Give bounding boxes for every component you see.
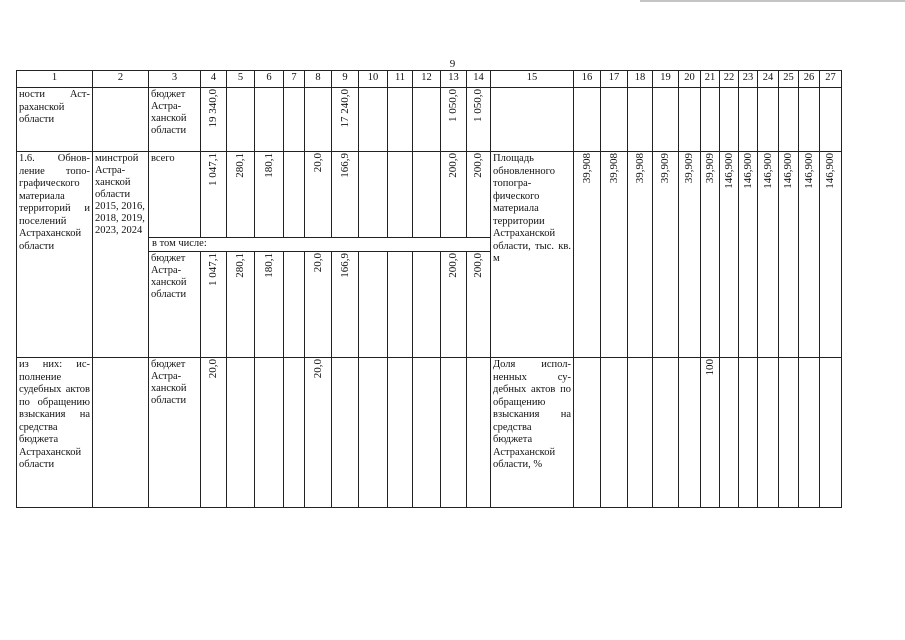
cell-indicator-value: 39,909 (679, 152, 701, 358)
cell-executor: минстрой Астраханской области 2015, 2016, 2018, 2019, 2023, 2024 (93, 152, 149, 358)
cell-indicator-value: 146,900 (779, 152, 799, 358)
col-header: 26 (799, 71, 820, 88)
cell-empty (779, 88, 799, 152)
cell-empty (413, 252, 441, 358)
cell-indicator-value: 146,900 (799, 152, 820, 358)
cell-value: 20,0 (305, 252, 332, 358)
cell-value: 200,0 (467, 152, 491, 238)
cell-empty (628, 88, 653, 152)
table-row (17, 88, 842, 152)
cell-indicator-value: 39,908 (628, 152, 653, 358)
cell-indicator-value: 146,900 (820, 152, 842, 358)
cell-value: 280,1 (227, 252, 255, 358)
cell-empty (628, 358, 653, 508)
cell-indicator-value: 39,908 (601, 152, 628, 358)
col-header: 24 (758, 71, 779, 88)
col-header: 3 (149, 71, 201, 88)
col-header: 18 (628, 71, 653, 88)
page-number: 9 (449, 58, 456, 70)
cell-empty (227, 358, 255, 508)
cell-value: 200,0 (467, 252, 491, 358)
cell-value: 19 340,0 (201, 88, 227, 152)
cell-empty (284, 252, 305, 358)
cell-empty (359, 358, 388, 508)
cell-indicator-value: 146,900 (720, 152, 739, 358)
cell-empty (653, 358, 679, 508)
cell-program-name: из них: исполнение судебных актов по обращению взыскания на средства бюджета Астраханской области (17, 358, 93, 508)
cell-empty (758, 88, 779, 152)
cell-indicator-name: Доля исполненных судебных актов по обращению взыскания на средства бюджета Астраханской области, % (491, 358, 574, 508)
cell-empty (388, 152, 413, 238)
cell-empty (388, 88, 413, 152)
col-header: 17 (601, 71, 628, 88)
table-row (17, 152, 842, 238)
cell-empty (284, 358, 305, 508)
top-rule (0, 0, 905, 8)
cell-empty (679, 358, 701, 508)
col-header: 25 (779, 71, 799, 88)
cell-empty (305, 88, 332, 152)
cell-empty (359, 252, 388, 358)
col-header: 14 (467, 71, 491, 88)
cell-indicator-value: 100 (701, 358, 720, 508)
col-header: 20 (679, 71, 701, 88)
cell-empty (284, 88, 305, 152)
col-header: 4 (201, 71, 227, 88)
cell-empty (574, 358, 601, 508)
cell-empty (227, 88, 255, 152)
col-header: 11 (388, 71, 413, 88)
cell-empty (255, 88, 284, 152)
cell-program-name: 1.6. Обновление топографического материала территорий и поселений Астраханской области (17, 152, 93, 358)
cell-value: 166,9 (332, 152, 359, 238)
col-header: 16 (574, 71, 601, 88)
cell-indicator-value: 146,900 (739, 152, 758, 358)
cell-value: 1 050,0 (441, 88, 467, 152)
col-header: 5 (227, 71, 255, 88)
cell-indicator-value: 146,900 (758, 152, 779, 358)
cell-empty (359, 88, 388, 152)
cell-value: 1 047,1 (201, 252, 227, 358)
header-row (17, 71, 842, 88)
cell-empty (653, 88, 679, 152)
cell-empty (601, 88, 628, 152)
col-header: 21 (701, 71, 720, 88)
cell-empty (284, 152, 305, 238)
cell-value: 20,0 (305, 152, 332, 238)
cell-value: 1 050,0 (467, 88, 491, 152)
cell-empty (779, 358, 799, 508)
cell-funding-source: бюджет Астраханской области (149, 88, 201, 152)
col-header: 19 (653, 71, 679, 88)
col-header: 9 (332, 71, 359, 88)
cell-empty (701, 88, 720, 152)
cell-including-label: в том числе: (149, 238, 491, 252)
cell-value: 180,1 (255, 152, 284, 238)
cell-funding-source: всего (149, 152, 201, 238)
cell-value: 20,0 (305, 358, 332, 508)
cell-value: 20,0 (201, 358, 227, 508)
cell-value: 280,1 (227, 152, 255, 238)
cell-empty (720, 358, 739, 508)
cell-empty (388, 358, 413, 508)
cell-empty (491, 88, 574, 152)
cell-empty (413, 152, 441, 238)
cell-empty (388, 252, 413, 358)
col-header: 22 (720, 71, 739, 88)
cell-indicator-name: Площадь обновленного топографического материала территории Астраханской области, тыс. кв. м (491, 152, 574, 358)
cell-indicator-value: 39,909 (701, 152, 720, 358)
cell-value: 166,9 (332, 252, 359, 358)
cell-empty (739, 88, 758, 152)
cell-empty (441, 358, 467, 508)
col-header: 7 (284, 71, 305, 88)
col-header: 15 (491, 71, 574, 88)
cell-empty (332, 358, 359, 508)
cell-empty (255, 358, 284, 508)
cell-value: 200,0 (441, 152, 467, 238)
cell-value: 200,0 (441, 252, 467, 358)
cell-empty (739, 358, 758, 508)
cell-value: 180,1 (255, 252, 284, 358)
cell-program-name: ности Астраханской области (17, 88, 93, 152)
col-header: 12 (413, 71, 441, 88)
budget-table (16, 70, 842, 508)
col-header: 1 (17, 71, 93, 88)
cell-empty (679, 88, 701, 152)
cell-empty (799, 88, 820, 152)
col-header: 23 (739, 71, 758, 88)
cell-value: 1 047,1 (201, 152, 227, 238)
cell-funding-source: бюджет Астраханской области (149, 252, 201, 358)
col-header: 13 (441, 71, 467, 88)
col-header: 10 (359, 71, 388, 88)
cell-indicator-value: 39,909 (653, 152, 679, 358)
cell-empty (467, 358, 491, 508)
cell-executor (93, 358, 149, 508)
cell-funding-source: бюджет Астраханской области (149, 358, 201, 508)
cell-empty (820, 88, 842, 152)
col-header: 2 (93, 71, 149, 88)
cell-empty (799, 358, 820, 508)
cell-empty (758, 358, 779, 508)
cell-empty (574, 88, 601, 152)
col-header: 6 (255, 71, 284, 88)
cell-empty (820, 358, 842, 508)
col-header: 27 (820, 71, 842, 88)
cell-empty (359, 152, 388, 238)
cell-indicator-value: 39,908 (574, 152, 601, 358)
cell-empty (413, 88, 441, 152)
cell-executor (93, 88, 149, 152)
cell-empty (413, 358, 441, 508)
col-header: 8 (305, 71, 332, 88)
cell-value: 17 240,0 (332, 88, 359, 152)
cell-empty (601, 358, 628, 508)
cell-empty (720, 88, 739, 152)
table-row (17, 358, 842, 508)
